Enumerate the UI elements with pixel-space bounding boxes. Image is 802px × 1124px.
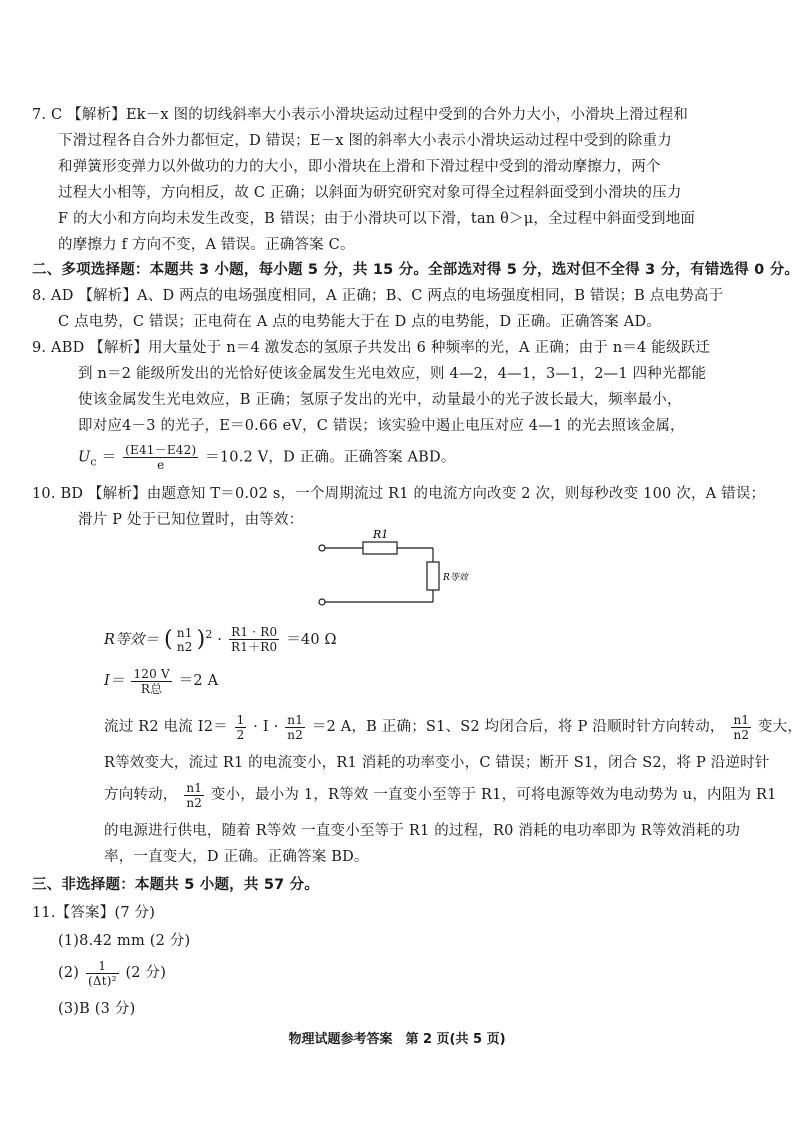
page-footer: 物理试题参考答案 第 2 页(共 5 页) (288, 1032, 506, 1047)
q7-line-5: F 的大小和方向均未发生改变，B 错误；由于小滑块可以下滑，tan θ＞μ，全过程中斜面受到地面 (58, 211, 696, 227)
q7-line-2: 下滑过程各自合外力都恒定，D 错误；E－x 图的斜率大小表示小滑块运动过程中受到的除重力 (58, 133, 672, 149)
q7-line-4: 过程大小相等，方向相反，故 C 正确；以斜面为研究研究对象可得全过程斜面受到小滑块的压力 (58, 185, 682, 201)
q11-answer-1: (1)8.42 mm (2 分) (58, 933, 191, 949)
q10-line-6: 的电源进行供电，随着 R等效 一直变小至等于 R1 的过程，R0 消耗的电功率即为 R等效消耗的功 (104, 823, 741, 839)
equivalent-circuit-diagram (315, 528, 475, 610)
eq1-fraction (229, 625, 279, 654)
eq1-rhs: ＝40 Ω (286, 631, 337, 648)
q10-half (235, 713, 247, 742)
q9-line-4: 即对应4－3 的光子，E＝0.66 eV，C 错误；该实验中遏止电压对应 4—1 的光去照该金属， (78, 418, 685, 434)
q7-line-3: 和弹簧形变弹力以外做功的力的大小，即小滑块在上滑和下滑过程中受到的滑动摩擦力，两个 (58, 159, 661, 175)
ratio1-den: n2 (287, 727, 304, 742)
q10-l5-b: 变小，最小为 1，R等效 一直变小至等于 R1，可将电源等效为电动势为 u，内阻为 R1 (210, 787, 777, 803)
q11-a2-post: (2 分) (125, 965, 167, 981)
eq1-dot: · (217, 631, 223, 648)
q10-l3-c: ＝2 A，B 正确；S1、S2 均闭合后，将 P 沿顺时针方向转动， (311, 719, 725, 735)
q11-a2-pre: (2) (58, 965, 80, 981)
eq1-ratio (175, 626, 195, 654)
eq1-n2: n2 (176, 639, 193, 654)
q10-ratio-3 (184, 781, 204, 810)
q11-heading: 11.【答案】(7 分) (32, 905, 156, 921)
q9-line-3: 使该金属发生光电效应，B 正确；氢原子发出的光中，动量最小的光子波长最大，频率最小， (78, 392, 682, 408)
eq2-fraction (131, 667, 171, 696)
q9-result: ＝10.2 V，D 正确。正确答案 ABD。 (205, 449, 456, 466)
q9-uc-sub: c (90, 455, 97, 469)
eq2-rhs: ＝2 A (178, 673, 219, 689)
half-den: 2 (236, 727, 245, 742)
eq1-lhs: R等效＝ (104, 631, 160, 648)
q9-line-1: 9. ABD 【解析】用大量处于 n＝4 激发态的氢原子共发出 6 种频率的光，A 正确；由于 n＝4 能级跃迁 (32, 340, 711, 356)
q8-line-2: C 点电势，C 错误；正电荷在 A 点的电势能大于在 D 点的电势能，D 正确。正确答案 AD。 (58, 314, 661, 330)
q10-eq-req: R等效＝ ( n1 n2 )$^2$ · $\frac{R1 \cdot R0}{R1+R0}$ ＝40 Ω (104, 625, 337, 655)
q10-line-1: 10. BD 【解析】由题意知 T＝0.02 s，一个周期流过 R1 的电流方向改变 2 次，则每秒改变 100 次，A 错误； (32, 486, 766, 502)
q9-line-2: 到 n＝2 能级所发出的光恰好使该金属发生光电效应，则 4—2，4—1，3—1，2—1 四种光都能 (78, 366, 707, 382)
q10-l5-a: 方向转动， (104, 787, 178, 803)
q10-eq-current (104, 666, 218, 696)
eq2-lhs: I＝ (104, 673, 125, 689)
half-num: 1 (236, 712, 245, 727)
q10-line-7: 率，一直变大，D 正确。正确答案 BD。 (104, 849, 369, 865)
ratio2-den: n2 (733, 727, 750, 742)
label-req: R等效 (443, 573, 468, 583)
q7-line-1: 7. C 【解析】Ek－x 图的切线斜率大小表示小滑块运动过程中受到的合外力大小，小滑块上滑过程和 (32, 107, 689, 123)
section-2-heading: 二、多项选择题：本题共 3 小题，每小题 5 分，共 15 分。全部选对得 5 分，选对但不全得 3 分，有错选得 0 分。 (32, 262, 800, 278)
q10-line-5 (104, 780, 777, 810)
q11-answer-3: (3)B (3 分) (58, 1001, 136, 1017)
q9-uc-symbol: U (78, 449, 91, 466)
eq1-n1: n1 (176, 625, 193, 640)
ratio2-num: n1 (733, 712, 750, 727)
eq2-num: 120 V (133, 666, 170, 681)
q9-line-5 (78, 443, 456, 473)
q10-l3-a: 流过 R2 电流 I2＝ (104, 719, 228, 735)
ratio3-den: n2 (186, 795, 203, 810)
q10-l3-d: 变大， (758, 719, 802, 735)
eq2-den: R总 (140, 681, 163, 696)
ratio1-num: n1 (287, 712, 304, 727)
q9-frac-den: e (157, 458, 165, 472)
q10-ratio-2 (731, 713, 751, 742)
terminal-top (319, 545, 325, 551)
q9-frac-num: (E41－E42) (125, 443, 197, 457)
q10-line-3 (104, 712, 802, 742)
terminal-bottom (319, 599, 325, 605)
q11-answer-2 (58, 958, 166, 988)
q10-ratio-1 (285, 713, 305, 742)
q10-line-4: R等效变大，流过 R1 的电流变小，R1 消耗的功率变小，C 错误；断开 S1，闭合 S2，将 P 沿逆时针 (104, 755, 770, 771)
q11-a2-fraction (86, 959, 119, 988)
q7-line-6: 的摩擦力 f 方向不变，A 错误。正确答案 C。 (58, 237, 355, 253)
q11-a2-den: (Δt)² (87, 973, 117, 988)
eq1-num: R1 · R0 (229, 625, 279, 640)
q11-a2-num: 1 (86, 959, 119, 974)
section-3-heading: 三、非选择题：本题共 5 小题，共 57 分。 (32, 877, 320, 893)
label-r1: R1 (373, 528, 389, 541)
q9-eq-sign: ＝ (101, 449, 117, 466)
resistor-req (427, 562, 439, 590)
q9-fraction (123, 443, 198, 472)
q10-line-2: 滑片 P 处于已知位置时，由等效： (78, 512, 304, 528)
q8-line-1: 8. AD 【解析】A、D 两点的电场强度相同，A 正确；B、C 两点的电场强度相同，B 错误；B 点电势高于 (32, 288, 724, 304)
ratio3-num: n1 (186, 780, 203, 795)
resistor-r1 (363, 542, 397, 554)
eq1-den: R1＋R0 (231, 640, 278, 655)
q10-l3-b: · I · (253, 719, 279, 735)
